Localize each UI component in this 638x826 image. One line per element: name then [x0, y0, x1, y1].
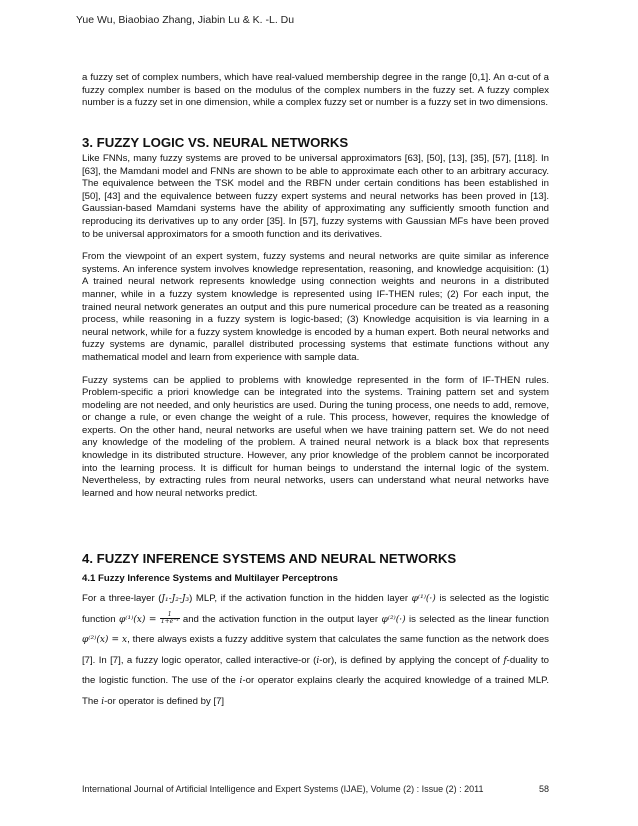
fraction-denominator: 1+e⁻ˣ — [160, 618, 179, 626]
running-header-authors: Yue Wu, Biaobiao Zhang, Jiabin Lu & K. -L. Du — [76, 14, 295, 26]
page-footer — [82, 784, 549, 794]
journal-citation: International Journal of Artificial Intelligence and Expert Systems (IJAE), Volume (2) : Issue (2) : 2011 — [82, 784, 484, 794]
math-phi2: φ⁽²⁾(·) — [381, 614, 406, 625]
fraction-numerator: 1 — [160, 612, 180, 619]
section-4-body — [82, 589, 549, 722]
text-run: -duality to the logistic function. The use of the — [82, 654, 550, 686]
section-3-title: 3. FUZZY LOGIC VS. NEURAL NETWORKS — [82, 135, 349, 150]
text-run: -or operator explains clearly the acquired knowledge of a trained MLP. The — [82, 675, 549, 707]
text-run: is selected as the linear function — [405, 613, 549, 625]
page-number: 58 — [538, 784, 549, 794]
intro-text: a fuzzy set of complex numbers, which have real-valued membership degree in the range [0,1]. An α-cut of a fuzzy complex number is based on the modulus of the complex numbers in the fuzzy set. A fuzzy complex number is a fuzzy set in one dimension, while a complex fuzzy set or number is a fuzzy set in two dimensions. — [82, 72, 549, 109]
text-run: , there always exists a fuzzy additive system that calculates the same function as the network does [7]. In [7], a fuzzy logic operator, called interactive-or ( — [82, 634, 549, 666]
text-run: -or), is defined by applying the concept of — [319, 654, 504, 666]
math-linear: φ⁽²⁾(x) = x — [82, 635, 128, 645]
math-layers: J₁-J₂-J₃ — [161, 594, 190, 604]
section-3-paragraph-3: Fuzzy systems can be applied to problems with knowledge represented in the form of IF-THEN rules. Problem-specific a priori knowledge can be integrated into the systems. Training pattern set and system modeling are not needed, and only heuristics are used. During the tuning process, one needs to add, remove, or change a rule, or even change the weight of a rule. This process, however, requires the knowledge of experts. On the other hand, neural networks are useful when we have training pattern set. We do not need any knowledge of the modeling of the problem. A trained neural network is a black box that represents knowledge in its distributed structure. However, any prior knowledge of the problem cannot be incorporated into the learning process. It is difficult for human beings to understand the internal logic of the system. Nevertheless, by extracting rules from neural networks, users can understand what neural networks have learned and how neural networks predict. — [82, 374, 549, 499]
math-i: i — [101, 696, 105, 707]
section-3-paragraph-1: Like FNNs, many fuzzy systems are proved to be universal approximators [63], [50], [13], [35], [57], [118]. In [63], the Mamdani model and FNNs are shown to be able to approximate each other to an arbitrary accuracy. The equivalence between the TSK model and the RBFN under certain conditions has been established in [50], [43] and the equivalence between fuzzy expert systems and neural networks has been proved in [13]. Gaussian-based Mamdani systems have the ability of approximating any sufficiently smooth function and reproducing its derivatives up to any order [35]. In [57], fuzzy systems with Gaussian MFs have been proved to be universal approximators for a smooth function and its derivatives. — [82, 153, 549, 240]
math-f: f — [503, 655, 507, 666]
section-4-paragraph — [82, 589, 549, 712]
section-4-title: 4. FUZZY INFERENCE SYSTEMS AND NEURAL NETWORKS — [82, 551, 457, 566]
text-run: is selected as the logistic function — [82, 593, 549, 625]
math-i: i — [316, 655, 320, 666]
logistic-fraction — [160, 612, 180, 625]
section-3-body — [82, 153, 549, 510]
text-run: and the activation function in the output layer — [179, 613, 382, 625]
text-run: -or operator is defined by [7] — [104, 695, 225, 707]
text-run: ) MLP, if the activation function in the hidden layer — [189, 593, 412, 604]
section-3-paragraph-2: From the viewpoint of an expert system, fuzzy systems and neural networks are quite similar as inference systems. An inference system involves knowledge representation, reasoning, and knowledge acquisition: (1) A trained neural network represents knowledge using connection weights and neurons in a distributed manner, while in a fuzzy system knowledge is represented using IF-THEN rules; (2) For each input, the trained neural network generates an output and this pure numerical procedure can be treated as a reasoning process, while reasoning in a fuzzy system is logic-based; (3) Knowledge acquisition is via learning in a neural network, while for a fuzzy system knowledge is encoded by a human expert. Both neural networks and fuzzy systems are dynamic, parallel distributed processing systems that estimate functions without any mathematical model and learn from experience with sample data. — [82, 251, 549, 363]
subsection-4-1-title: 4.1 Fuzzy Inference Systems and Multilayer Perceptrons — [82, 573, 338, 584]
text-run: For a three-layer ( — [82, 593, 162, 604]
intro-paragraph — [82, 72, 549, 120]
math-i: i — [239, 676, 243, 686]
math-phi1: φ⁽¹⁾(·) — [411, 594, 436, 604]
math-logistic: φ⁽¹⁾(x) = — [118, 614, 157, 625]
